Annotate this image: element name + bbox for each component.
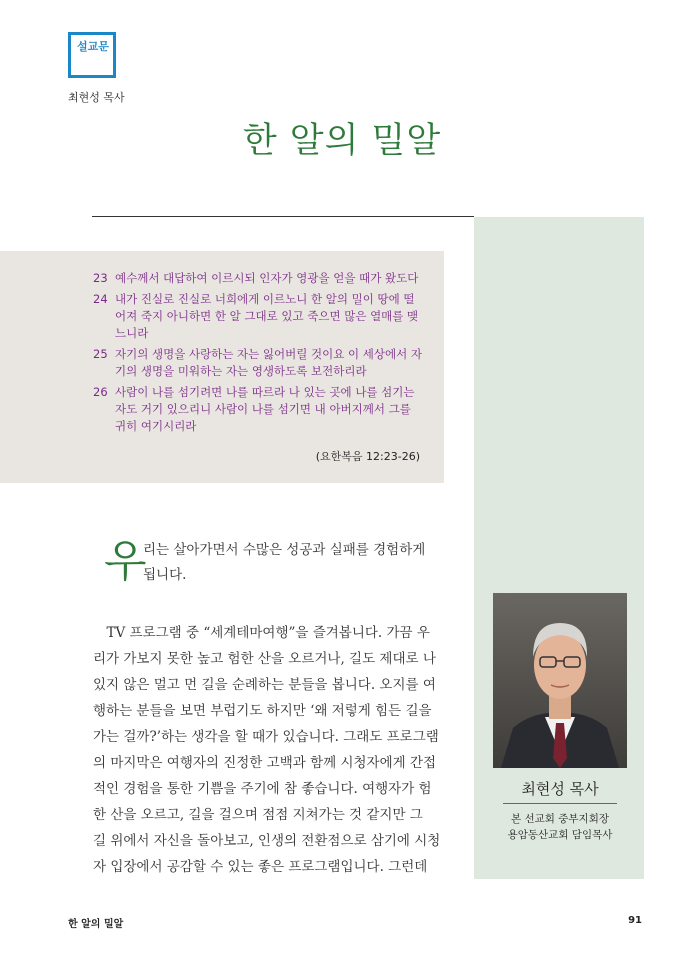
verse-text: 내가 진실로 진실로 너희에게 이르노니 한 알의 밀이 땅에 떨어져 죽지 아니하면 한 알 그대로 있고 죽으면 많은 열매를 맺느니라 <box>115 292 419 340</box>
verse-text: 예수께서 대답하여 이르시되 인자가 영광을 얻을 때가 왔도다 <box>115 271 419 285</box>
intro-paragraph <box>143 538 443 588</box>
author-photo <box>493 593 627 768</box>
section-badge-label: 설교문 <box>77 40 109 53</box>
body-line: 길 위에서 자신을 돌아보고, 인생의 전환점으로 삼기에 시청 <box>93 833 441 849</box>
author-name: 최현성 목사 <box>521 780 599 798</box>
page-number: 91 <box>628 915 642 926</box>
scripture-reference: (요한복음 12:23-26) <box>315 450 420 463</box>
body-line: 의 마지막은 여행자의 진정한 고백과 함께 시청자에게 간접 <box>93 755 437 771</box>
verse-number: 25 <box>93 347 108 361</box>
body-line: 있지 않은 멀고 먼 길을 순례하는 분들을 봅니다. 오지를 여 <box>93 677 436 693</box>
author-role-line: 용암동산교회 담임목사 <box>507 829 613 841</box>
verse-item <box>93 384 423 435</box>
body-paragraph <box>93 620 444 880</box>
body-line: 자 입장에서 공감할 수 있는 좋은 프로그램입니다. 그런데 <box>93 859 428 875</box>
verse-item <box>93 291 423 342</box>
verse-number: 26 <box>93 385 108 399</box>
footer-title: 한 알의 밀알 <box>68 919 124 930</box>
body-line: 가는 걸까?’하는 생각을 할 때가 있습니다. 그래도 프로그램 <box>93 729 439 745</box>
intro-line: 됩니다. <box>143 567 187 583</box>
verse-number: 23 <box>93 271 108 285</box>
intro-line: 리는 살아가면서 수많은 성공과 실패를 경험하게 <box>143 542 426 558</box>
author-portrait-image <box>493 593 627 768</box>
header-author: 최현성 목사 <box>68 91 125 104</box>
body-line: 한 산을 오르고, 길을 걸으며 점점 지쳐가는 것 같지만 그 <box>93 807 423 823</box>
verse-item <box>93 346 423 380</box>
drop-cap: 우 <box>104 536 147 587</box>
author-divider <box>503 803 617 804</box>
verse-text: 자기의 생명을 사랑하는 자는 잃어버릴 것이요 이 세상에서 자기의 생명을 미워하는 자는 영생하도록 보전하리라 <box>115 347 422 378</box>
body-line: 리가 가보지 못한 높고 험한 산을 오르거나, 길도 제대로 나 <box>93 651 436 667</box>
author-role <box>480 811 640 843</box>
body-line: TV 프로그램 중 “세계테마여행”을 즐겨봅니다. 가끔 우 <box>93 625 430 641</box>
author-role-line: 본 선교회 중부지회장 <box>511 813 609 825</box>
scripture-verses <box>93 270 423 439</box>
title-divider <box>92 216 474 217</box>
body-line: 적인 경험을 통한 기쁨을 주기에 참 좋습니다. 여행자가 험 <box>93 781 432 797</box>
verse-text: 사람이 나를 섬기려면 나를 따르라 나 있는 곳에 나를 섬기는 자도 거기 있으리니 사람이 나를 섬기면 내 아버지께서 그를 귀히 여기시리라 <box>115 385 415 433</box>
verse-item <box>93 270 423 287</box>
body-line: 행하는 분들을 보면 부럽기도 하지만 ‘왜 저렇게 힘든 길을 <box>93 703 432 719</box>
section-badge <box>68 32 116 78</box>
verse-number: 24 <box>93 292 108 306</box>
page-title: 한 알의 밀알 <box>242 121 442 161</box>
